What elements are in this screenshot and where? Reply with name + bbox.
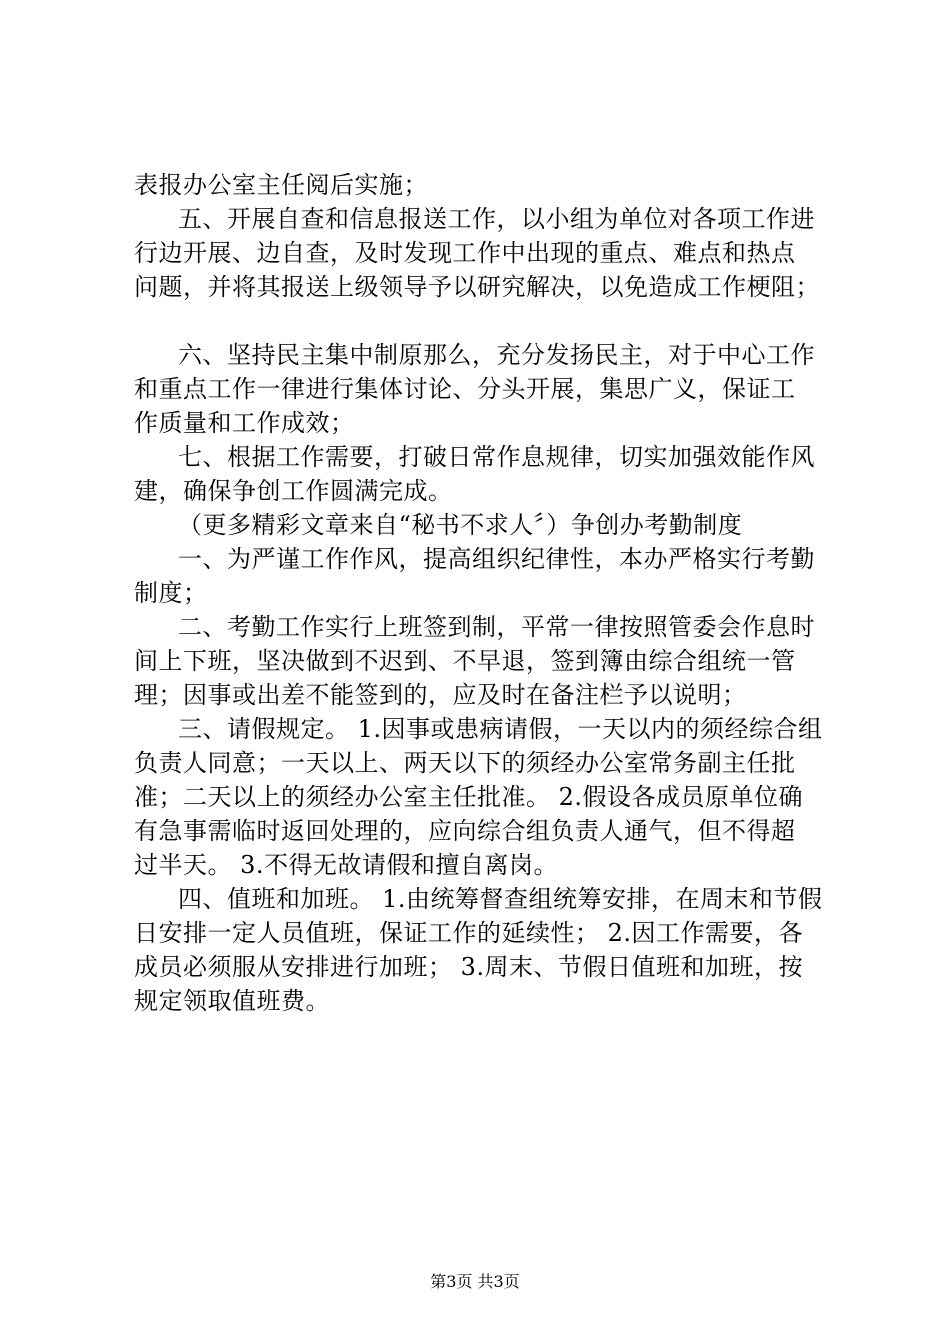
- text-line: 有急事需临时返回处理的，应向综合组负责人通气，但不得超: [134, 817, 796, 845]
- text-line: 表报办公室主任阅后实施；: [134, 171, 428, 199]
- text-line: 和重点工作一律进行集体讨论、分头开展，集思广义，保证工: [134, 375, 796, 403]
- text-line: 行边开展、边自查，及时发现工作中出现的重点、难点和热点: [134, 239, 796, 267]
- text-line: 日安排一定人员值班，保证工作的延续性； 2.因工作需要，各: [134, 919, 804, 947]
- text-line: 四、值班和加班。 1.由统筹督查组统筹安排，在周末和节假: [178, 885, 823, 913]
- text-line: 七、根据工作需要，打破日常作息规律，切实加强效能作风: [178, 443, 815, 471]
- text-line: 制度；: [134, 579, 208, 607]
- text-line: 建，确保争创工作圆满完成。: [134, 477, 453, 505]
- text-line: （更多精彩文章来自“秘书不求人〞）争创办考勤制度: [178, 511, 743, 539]
- page-number-footer: 第3页 共3页: [430, 1272, 520, 1291]
- text-line: 三、请假规定。 1.因事或患病请假，一天以内的须经综合组: [178, 715, 823, 743]
- text-line: 作质量和工作成效；: [134, 409, 355, 437]
- text-line: 规定领取值班费。: [134, 987, 330, 1015]
- text-line: 成员必须服从安排进行加班； 3.周末、节假日值班和加班，按: [134, 953, 804, 981]
- text-line: 问题，并将其报送上级领导予以研究解决，以免造成工作梗阻；: [134, 273, 820, 301]
- text-line: 准；二天以上的须经办公室主任批准。 2.假设各成员原单位确: [134, 783, 804, 811]
- document-body: [134, 168, 834, 1018]
- text-line: 过半天。 3.不得无故请假和擅自离岗。: [134, 851, 559, 879]
- text-line: 五、开展自查和信息报送工作，以小组为单位对各项工作进: [178, 205, 815, 233]
- text-line: 负责人同意；一天以上、两天以下的须经办公室常务副主任批: [134, 749, 796, 777]
- text-line: 理；因事或出差不能签到的，应及时在备注栏予以说明；: [134, 681, 747, 709]
- blank-line: [134, 304, 834, 338]
- text-line: 一、为严谨工作作风，提高组织纪律性，本办严格实行考勤: [178, 545, 815, 573]
- text-line: 间上下班，坚决做到不迟到、不早退，签到簿由综合组统一管: [134, 647, 796, 675]
- text-line: 二、考勤工作实行上班签到制，平常一律按照管委会作息时: [178, 613, 815, 641]
- text-line: 六、坚持民主集中制原那么，充分发扬民主，对于中心工作: [178, 341, 815, 369]
